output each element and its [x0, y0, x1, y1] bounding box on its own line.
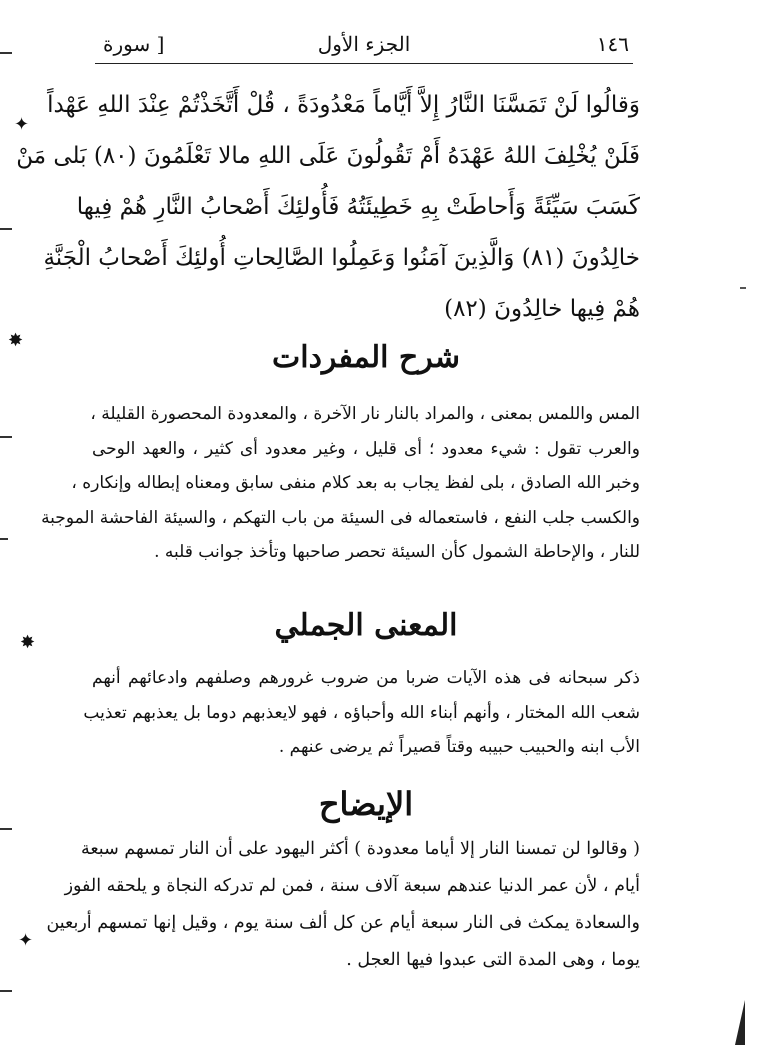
margin-speck [740, 287, 746, 289]
paragraph-line: الأب ابنه والحبيب حبيبه وقتاً قصيراً ثم يرضى عنهم . [278, 737, 640, 757]
paragraph-line: والكسب جلب النفع ، فاستعماله فى السيئة من باب التهكم ، والسيئة الفاحشة الموجبة [41, 507, 640, 528]
general-meaning-title: المعنى الجملي [274, 608, 458, 643]
general-meaning-paragraph [83, 661, 640, 765]
surah-label: [ سورة [103, 32, 165, 56]
margin-mark [0, 828, 12, 830]
paragraph-line: يوما ، وهى المدة التى عبدوا فيها العجل . [346, 950, 640, 970]
margin-blot-icon: ✦ [14, 114, 30, 135]
margin-mark [0, 436, 12, 438]
verse-line: فَلَنْ يُخْلِفَ اللهُ عَهْدَهُ أَمْ تَقُولُونَ عَلَى اللهِ مالا تَعْلَمُونَ (٨٠) بَلى مَنْ [16, 143, 640, 169]
explanation-title: الإيضاح [318, 785, 414, 823]
vocab-section-title: شرح المفردات [272, 340, 460, 375]
juz-label: الجزء الأول [317, 32, 411, 56]
paragraph-line: والعرب تقول : شيء معدود ؛ أى قليل ، وغير معدود أى كثير ، والعهد الوحى [92, 438, 640, 459]
header-divider [95, 63, 633, 64]
explanation-paragraph [46, 831, 640, 979]
margin-blot-icon: ✸ [8, 330, 24, 351]
margin-blot-icon: ✦ [18, 930, 34, 951]
vocab-paragraph [41, 397, 640, 570]
margin-blot-icon: ✸ [20, 632, 36, 653]
margin-mark [0, 538, 8, 540]
paragraph-line: ذكر سبحانه فى هذه الآيات ضربا من ضروب غرورهم وصلفهم وادعائهم أنهم [92, 668, 640, 688]
paragraph-line: وخبر الله الصادق ، بلى لفظ يجاب به بعد كلام منفى سابق ومعناه إبطاله وإنكاره ، [71, 473, 640, 493]
paragraph-line: شعب الله المختار ، وأنهم أبناء الله وأحباؤه ، فهو لايعذبهم دوما بل يعذبهم تعذيب [83, 702, 640, 723]
margin-mark [0, 228, 12, 230]
margin-mark [0, 990, 12, 992]
margin-mark [0, 52, 12, 54]
verse-line: هُمْ فِيها خالِدُونَ (٨٢) [444, 296, 640, 322]
page-header [95, 30, 633, 64]
verse-line: كَسَبَ سَيِّئَةً وَأَحاطَتْ بِهِ خَطِيئَتُهُ فَأُولئِكَ أَصْحابُ النَّارِ هُمْ فِيها [76, 194, 640, 220]
quran-verse-block [16, 80, 640, 335]
page-number: ١٤٦ [596, 32, 629, 56]
paragraph-line: أيام ، لأن عمر الدنيا عندهم سبعة آلاف سنة ، فمن لم تدركه النجاة و يلحقه الفوز [64, 876, 640, 896]
verse-line: وَقالُوا لَنْ تَمَسَّنَا النَّارُ إِلاَّ أَيَّاماً مَعْدُودَةً ، قُلْ أَتَّخَذْتُمْ عِنْدَ اللهِ عَهْداً [47, 92, 640, 118]
paragraph-line: للنار ، والإحاطة الشمول كأن السيئة تحصر صاحبها وتأخذ جوانب قلبه . [154, 542, 640, 562]
verse-line: خالِدُونَ (٨١) وَالَّذِينَ آمَنُوا وَعَمِلُوا الصَّالِحاتِ أُولئِكَ أَصْحابُ الْجَنَّةِ [43, 245, 640, 271]
paragraph-line: ( وقالوا لن تمسنا النار إلا أياما معدودة ) أكثر اليهود على أن النار تمسهم سبعة [80, 839, 640, 859]
paragraph-line: المس واللمس بمعنى ، والمراد بالنار نار الآخرة ، والمعدودة المحصورة القليلة ، [90, 404, 640, 424]
corner-fold-mark [735, 1000, 745, 1045]
paragraph-line: والسعادة يمكث فى النار سبعة أيام عن كل ألف سنة يوم ، وقيل إنها تمسهم أربعين [46, 913, 640, 933]
